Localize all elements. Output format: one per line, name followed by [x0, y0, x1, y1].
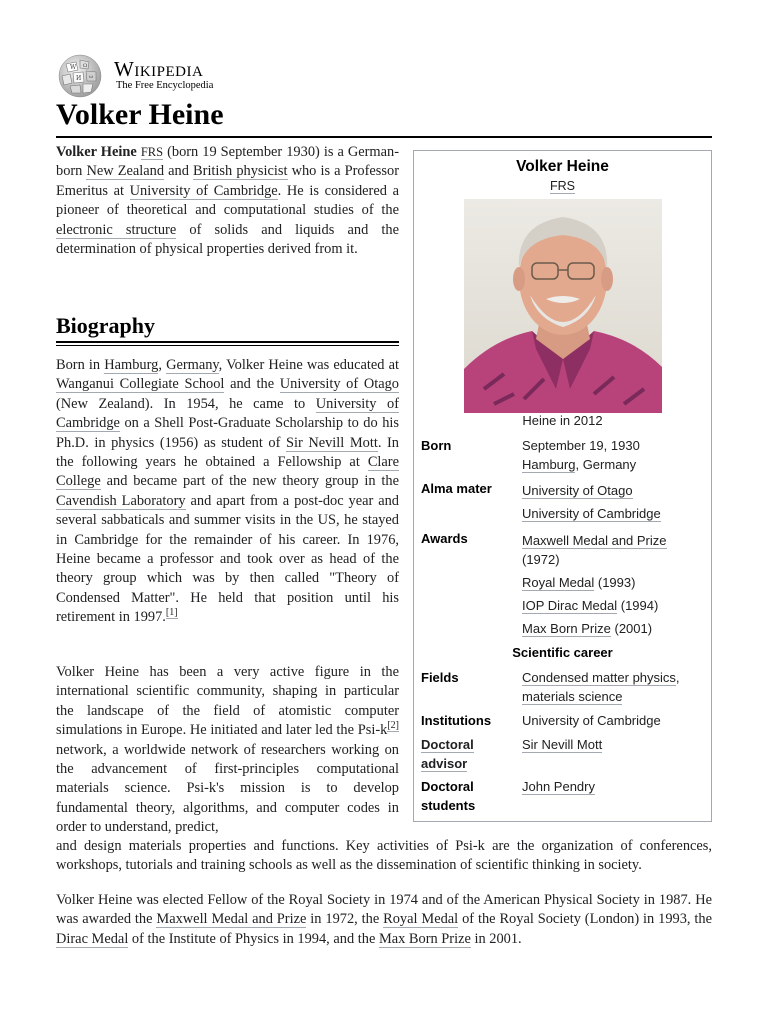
text: , Germany — [575, 457, 637, 472]
text: in 2001. — [470, 930, 522, 947]
text: who is a Professor Emeritus at — [56, 163, 399, 199]
wikipedia-tagline: The Free Encyclopedia — [116, 80, 214, 91]
link-university-of-otago[interactable]: University of Otago — [279, 376, 399, 393]
value-doctoral-advisor — [522, 735, 702, 754]
subject-name: Volker Heine — [56, 144, 137, 160]
link-frs[interactable]: FRS — [140, 145, 164, 159]
value-doctoral-students — [522, 777, 702, 796]
link-dirac-medal[interactable]: Dirac Medal — [56, 930, 129, 947]
text: . In the following years he obtained a Fellowship at — [56, 434, 400, 471]
text: and the — [224, 376, 280, 393]
award-year: (1993) — [594, 575, 636, 590]
award-year: (2001) — [610, 621, 653, 636]
link-germany[interactable]: Germany — [166, 357, 219, 373]
link-university-of-cambridge[interactable]: University of Cambridge — [129, 182, 278, 199]
label-doctoral-advisor — [421, 735, 474, 773]
wikipedia-globe-logo[interactable] — [56, 54, 104, 98]
infobox-link-hamburg[interactable]: Hamburg — [522, 457, 576, 472]
text: and — [164, 163, 194, 180]
text: (New Zealand). In 1954, he came to — [56, 395, 316, 412]
text: Volker Heine was elected Fellow of the Royal Society in 1974 and of the American Physical Society in 1987. He was awarded the — [56, 892, 712, 928]
section-scientific-career: Scientific career — [512, 645, 613, 660]
title-divider — [56, 136, 712, 138]
reference-2[interactable]: [2] — [387, 720, 399, 732]
infobox-link-university-of-otago[interactable]: University of Otago — [522, 483, 633, 498]
text: and design materials properties and functions. Key activities of Psi-k are the organization of conferences, workshops, tutorials and training schools as well as the dissemination of scientific thinking in society. — [56, 838, 712, 874]
value-institutions: University of Cambridge — [522, 713, 661, 728]
label-born: Born — [421, 438, 452, 453]
site-header — [56, 54, 256, 98]
link-british-physicist[interactable]: British physicist — [193, 163, 288, 180]
infobox-link-university-of-cambridge[interactable]: University of Cambridge — [522, 506, 661, 521]
portrait-photo[interactable] — [464, 199, 662, 413]
svg-text:W: W — [70, 64, 77, 71]
link-maxwell-medal-and-prize[interactable]: Maxwell Medal and Prize — [156, 911, 307, 928]
infobox-link-frs[interactable]: FRS — [550, 179, 575, 193]
text: , — [158, 357, 167, 373]
text: , — [675, 670, 680, 685]
text: of the Royal Society (London) in 1993, the — [458, 911, 712, 928]
infobox-link-sir-nevill-mott[interactable]: Sir Nevill Mott — [522, 737, 603, 752]
value-born — [522, 436, 702, 474]
biography-paragraph-2 — [56, 663, 399, 838]
link-new-zealand[interactable]: New Zealand — [86, 163, 165, 180]
biography-heading: Biography — [56, 313, 156, 338]
infobox-link-condensed-matter-physics[interactable]: Condensed matter physics — [522, 670, 676, 685]
text: of the Institute of Physics in 1994, and the — [128, 930, 379, 947]
infobox-title: Volker Heine — [516, 158, 609, 175]
label-alma-mater: Alma mater — [421, 481, 492, 496]
svg-text:ω: ω — [89, 74, 94, 80]
link-electronic-structure[interactable]: electronic structure — [56, 221, 177, 238]
infobox — [413, 150, 712, 822]
value-alma-mater — [522, 481, 702, 523]
text: Born in — [56, 357, 105, 373]
photo-caption: Heine in 2012 — [522, 413, 603, 428]
label-awards: Awards — [421, 531, 468, 546]
link-university-of-cambridge[interactable]: University of Cambridge — [56, 395, 399, 432]
link-royal-medal[interactable]: Royal Medal — [383, 911, 459, 928]
svg-text:Ω: Ω — [83, 63, 88, 69]
link-clare-college[interactable]: Clare College — [56, 454, 399, 490]
infobox-link-max-born-prize[interactable]: Max Born Prize — [522, 621, 611, 636]
infobox-link-materials-science[interactable]: materials science — [522, 689, 623, 704]
text: and apart from a post-doc year and several sabbaticals and summer visits in the US, he stayed in Cambridge for the remainder of his career. In 1976, Heine became a professor and took over as head of the theory group which was by then called "Theory of Condensed Matter". He held that position until his retirement in 1997. — [56, 492, 400, 626]
wikipedia-wordmark[interactable]: Wikipedia — [114, 57, 204, 81]
biography-paragraph-3 — [56, 891, 712, 949]
page-title: Volker Heine — [56, 98, 224, 131]
text: of solids and liquids and the determination of physical properties derived from it. — [56, 221, 400, 258]
link-cavendish-laboratory[interactable]: Cavendish Laboratory — [56, 492, 186, 509]
value-fields — [522, 668, 702, 706]
biography-paragraph-2-continued — [56, 837, 712, 876]
born-place — [522, 455, 702, 474]
link-sir-nevill-mott[interactable]: Sir Nevill Mott — [285, 434, 378, 451]
born-date: September 19, 1930 — [522, 438, 640, 453]
label-doctoral-students — [421, 777, 475, 815]
text: (born 19 September 1930) is a German-born — [56, 144, 399, 180]
intro-paragraph — [56, 143, 399, 259]
text: Volker Heine has been a very active figure in the international scientific community, shaping in particular the landscape of the field of atomistic computer simulations in Europe. He initiated and later led the Psi-k — [56, 664, 399, 739]
reference-1[interactable]: [1] — [165, 607, 178, 619]
label-fields: Fields — [421, 670, 459, 685]
award-year: (1994) — [617, 598, 659, 613]
doctoral-advisor-link-part-1[interactable]: Doctoral — [421, 737, 474, 752]
infobox-frs-row — [414, 179, 711, 193]
svg-text:И: И — [76, 75, 82, 82]
doctoral-advisor-link-part-2[interactable]: advisor — [421, 756, 468, 771]
link-max-born-prize[interactable]: Max Born Prize — [378, 930, 471, 947]
text: in 1972, the — [306, 911, 384, 928]
text: students — [421, 798, 476, 813]
biography-divider — [56, 341, 399, 346]
text: Doctoral — [421, 779, 474, 794]
infobox-link-john-pendry[interactable]: John Pendry — [522, 779, 595, 794]
infobox-link-royal-medal[interactable]: Royal Medal — [522, 575, 595, 590]
award-year: (1972) — [522, 552, 560, 567]
value-awards — [522, 531, 702, 638]
text: , Volker Heine was educated at — [218, 357, 399, 373]
biography-paragraph-1 — [56, 356, 399, 628]
link-hamburg[interactable]: Hamburg — [104, 357, 159, 373]
text: . He is considered a pioneer of theoretical and computational studies of the — [56, 182, 399, 219]
infobox-link-iop-dirac-medal[interactable]: IOP Dirac Medal — [522, 598, 618, 613]
link-wanganui-collegiate-school[interactable]: Wanganui Collegiate School — [56, 376, 225, 393]
text: on a Shell Post-Graduate Scholarship to do his Ph.D. in physics (1956) as student of — [56, 415, 399, 451]
infobox-link-maxwell-medal[interactable]: Maxwell Medal and Prize — [522, 533, 667, 548]
text: and became part of the new theory group in the — [100, 473, 399, 490]
text: network, a worldwide network of researchers working on the advancement of first-principles computational materials science. Psi-k's mission is to develop fundamental theory, algorithms, and computer codes in order to understand, predict, — [56, 741, 399, 836]
label-institutions: Institutions — [421, 713, 492, 728]
